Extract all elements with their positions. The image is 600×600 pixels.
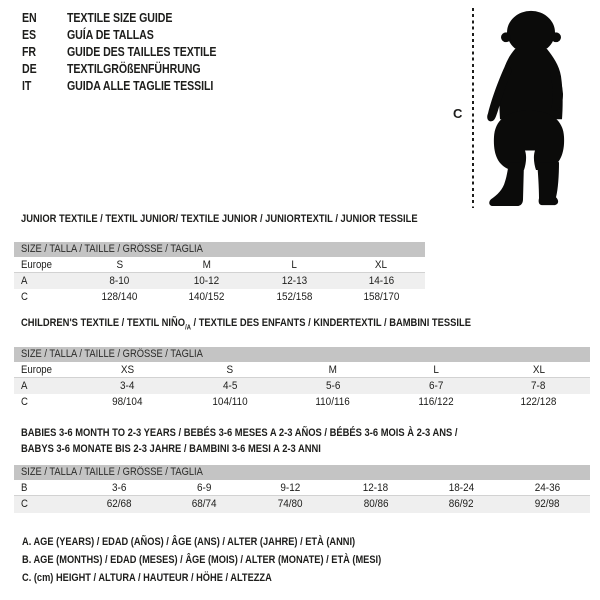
language-list (22, 10, 243, 94)
table-cell: 7-8 (531, 380, 546, 393)
babies-textile-table (14, 426, 590, 513)
language-code: ES (22, 28, 37, 43)
table-row (14, 273, 425, 289)
language-label: GUIDE DES TAILLES TEXTILE (67, 44, 217, 59)
table-cell: 158/170 (363, 291, 400, 304)
table-cell: 10-12 (194, 274, 220, 287)
row-label: A (21, 274, 28, 287)
row-label: Europe (21, 258, 52, 271)
table-cell: 122/128 (520, 396, 557, 409)
table-cell: 98/104 (112, 396, 143, 409)
table-title-line: JUNIOR TEXTILE / TEXTIL JUNIOR/ TEXTILE JUNIOR / JUNIORTEXTIL / JUNIOR TESSILE (21, 213, 418, 225)
table-cell: XL (532, 363, 545, 376)
table-title-line: BABIES 3-6 MONTH TO 2-3 YEARS / BEBÉS 3-6 MESES A 2-3 AÑOS / BÉBÉS 3-6 MOIS À 2-3 ANS / (21, 427, 458, 439)
table-cell: 68/74 (192, 498, 217, 511)
table-cell: 152/158 (276, 291, 313, 304)
table-cell: 6-7 (428, 380, 443, 393)
table-row (14, 480, 590, 496)
table-row (14, 378, 590, 394)
table-title (14, 212, 425, 228)
table-cell: XL (375, 258, 388, 271)
table-cell: 6-9 (197, 482, 212, 495)
height-measure-label: C (453, 106, 463, 121)
language-row (22, 77, 243, 94)
legend-line: A. AGE (YEARS) / EDAD (AÑOS) / ÂGE (ANS) / ALTER (JAHRE) / ETÀ (ANNI) (22, 536, 356, 548)
table-cell: S (116, 258, 123, 271)
table-rows (14, 362, 590, 411)
row-label: C (21, 396, 28, 409)
row-label: C (21, 498, 28, 511)
table-cell: 5-6 (325, 380, 341, 393)
row-label: B (21, 482, 28, 495)
table-title-line: CHILDREN'S TEXTILE / TEXTIL $NIÑO_{/A}$ / TEXTILE DES ENFANTS / KINDERTEXTIL / BAMBINI TESSILE (21, 317, 472, 332)
table-cell: M (202, 258, 212, 271)
table-row (14, 394, 590, 410)
table-cell: 18-24 (448, 482, 475, 495)
table-rows (14, 257, 425, 306)
table-cell: 92/98 (534, 498, 560, 511)
table-cell: 12-13 (281, 274, 307, 287)
language-label: GUÍA DE TALLAS (67, 28, 154, 43)
table-cell: 24-36 (534, 482, 560, 495)
row-label: C (21, 291, 28, 304)
table-cell: 9-12 (280, 482, 301, 495)
table-cell: S (226, 363, 234, 376)
baby-silhouette-icon (479, 8, 579, 208)
language-row (22, 60, 243, 77)
row-label: A (21, 380, 28, 393)
legend (22, 533, 460, 588)
junior-textile-table (14, 212, 425, 305)
language-code: FR (22, 44, 36, 59)
language-code: EN (22, 11, 37, 26)
table-row (14, 496, 590, 512)
size-header-bar: SIZE / TALLA / TAILLE / GRÖSSE / TAGLIA (14, 347, 590, 362)
table-cell: 12-18 (363, 482, 389, 495)
language-row (22, 10, 243, 27)
table-title-line: BABYS 3-6 MONATE BIS 2-3 JAHRE / BAMBINI 3-6 MESI A 2-3 ANNI (21, 442, 321, 455)
table-row (14, 257, 425, 273)
table-cell: M (328, 363, 338, 376)
language-code: DE (22, 61, 37, 76)
table-cell: 62/68 (106, 498, 132, 511)
table-cell: 4-5 (223, 380, 238, 393)
table-row (14, 289, 425, 305)
table-cell: 8-10 (109, 274, 130, 287)
childrens-textile-table (14, 316, 590, 411)
height-dotted-line (472, 8, 474, 208)
legend-line: C. (cm) HEIGHT / ALTURA / HAUTEUR / HÖHE / ALTEZZA (22, 572, 272, 585)
table-cell: 86/92 (449, 498, 474, 511)
table-cell: L (433, 363, 439, 376)
table-cell: 3-6 (111, 482, 127, 495)
table-cell: 74/80 (277, 498, 303, 511)
language-code: IT (22, 78, 32, 93)
language-label: TEXTILGRÖßENFÜHRUNG (67, 61, 201, 76)
size-header-bar: SIZE / TALLA / TAILLE / GRÖSSE / TAGLIA (14, 242, 425, 257)
table-cell: 116/122 (418, 396, 454, 409)
language-label: GUIDA ALLE TAGLIE TESSILI (67, 78, 214, 93)
table-row (14, 362, 590, 378)
table-title (14, 316, 590, 336)
table-cell: 110/116 (315, 396, 351, 409)
language-row (22, 27, 243, 44)
table-cell: 104/110 (212, 396, 248, 409)
table-cell: 140/152 (188, 291, 225, 304)
size-header-bar: SIZE / TALLA / TAILLE / GRÖSSE / TAGLIA (14, 465, 590, 480)
table-cell: 80/86 (363, 498, 389, 511)
row-label: Europe (21, 363, 52, 376)
table-cell: L (291, 258, 297, 271)
table-rows (14, 480, 590, 513)
table-cell: 128/140 (101, 291, 138, 304)
language-row (22, 44, 243, 61)
language-label: TEXTILE SIZE GUIDE (67, 11, 173, 26)
table-cell: 3-4 (120, 380, 135, 393)
legend-line: B. AGE (MONTHS) / EDAD (MESES) / ÂGE (MOIS) / ALTER (MONATE) / ETÀ (MESI) (22, 554, 382, 567)
table-cell: 14-16 (368, 274, 395, 287)
table-title (14, 426, 590, 457)
table-cell: XS (120, 363, 135, 376)
